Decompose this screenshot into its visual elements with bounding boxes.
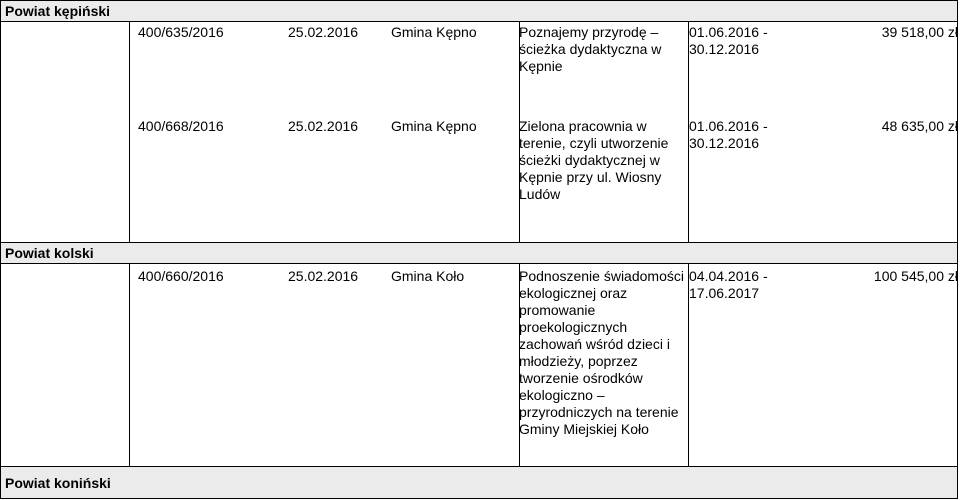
title-line: przyrodniczych na terenie [519, 404, 679, 420]
decision-number: 400/635/2016 [138, 24, 224, 40]
column-divider [129, 22, 130, 242]
gmina-name: Gmina Kępno [391, 118, 477, 134]
decision-number: 400/660/2016 [138, 268, 224, 284]
section-header-kolski [0, 242, 958, 264]
title-line: Ludów [519, 186, 561, 202]
section-title: Powiat koniński [5, 475, 111, 491]
project-period [689, 24, 779, 58]
section-header-koninski [0, 466, 958, 499]
title-line: ekologiczno – [519, 387, 605, 403]
amount: 48 635,00 zł [881, 118, 958, 134]
project-period [689, 118, 779, 152]
section-header-kepinski [0, 0, 958, 22]
period-line: 04.04.2016 - [689, 268, 768, 284]
decision-number: 400/668/2016 [138, 118, 224, 134]
section-title: Powiat kępiński [5, 3, 111, 19]
project-title [519, 118, 694, 203]
section-title: Powiat kolski [5, 245, 94, 261]
gmina-name: Gmina Kępno [391, 24, 477, 40]
title-line: ekologicznej oraz [519, 285, 628, 301]
amount: 39 518,00 zł [881, 24, 958, 40]
project-title [519, 268, 694, 438]
title-line: Podnoszenie świadomości [519, 268, 684, 284]
gmina-name: Gmina Koło [391, 268, 465, 284]
title-line: tworzenie ośrodków [519, 370, 643, 386]
period-line: 17.06.2017 [689, 285, 760, 301]
title-line: zachowań wśród dzieci i [519, 336, 670, 352]
decision-date: 25.02.2016 [288, 118, 359, 134]
period-line: 30.12.2016 [689, 41, 760, 57]
project-title [519, 24, 694, 75]
title-line: Poznajemy przyrodę – [519, 24, 659, 40]
period-line: 01.06.2016 - [689, 118, 768, 134]
title-line: Zielona pracownia w [519, 118, 647, 134]
title-line: proekologicznych [519, 319, 628, 335]
amount: 100 545,00 zł [873, 268, 958, 284]
table-row [0, 264, 958, 466]
period-line: 30.12.2016 [689, 135, 760, 151]
title-line: Kępnie [519, 58, 563, 74]
title-line: ścieżka dydaktyczna w [519, 41, 662, 57]
title-line: ścieżki dydaktycznej w [519, 152, 660, 168]
title-line: Kępnie przy ul. Wiosny [519, 169, 662, 185]
title-line: promowanie [519, 302, 596, 318]
decision-date: 25.02.2016 [288, 268, 359, 284]
column-divider [129, 264, 130, 466]
decision-date: 25.02.2016 [288, 24, 359, 40]
title-line: terenie, czyli utworzenie [519, 135, 669, 151]
project-period [689, 268, 779, 302]
title-line: młodzieży, poprzez [519, 353, 638, 369]
title-line: Gminy Miejskiej Koło [519, 421, 649, 437]
period-line: 01.06.2016 - [689, 24, 768, 40]
